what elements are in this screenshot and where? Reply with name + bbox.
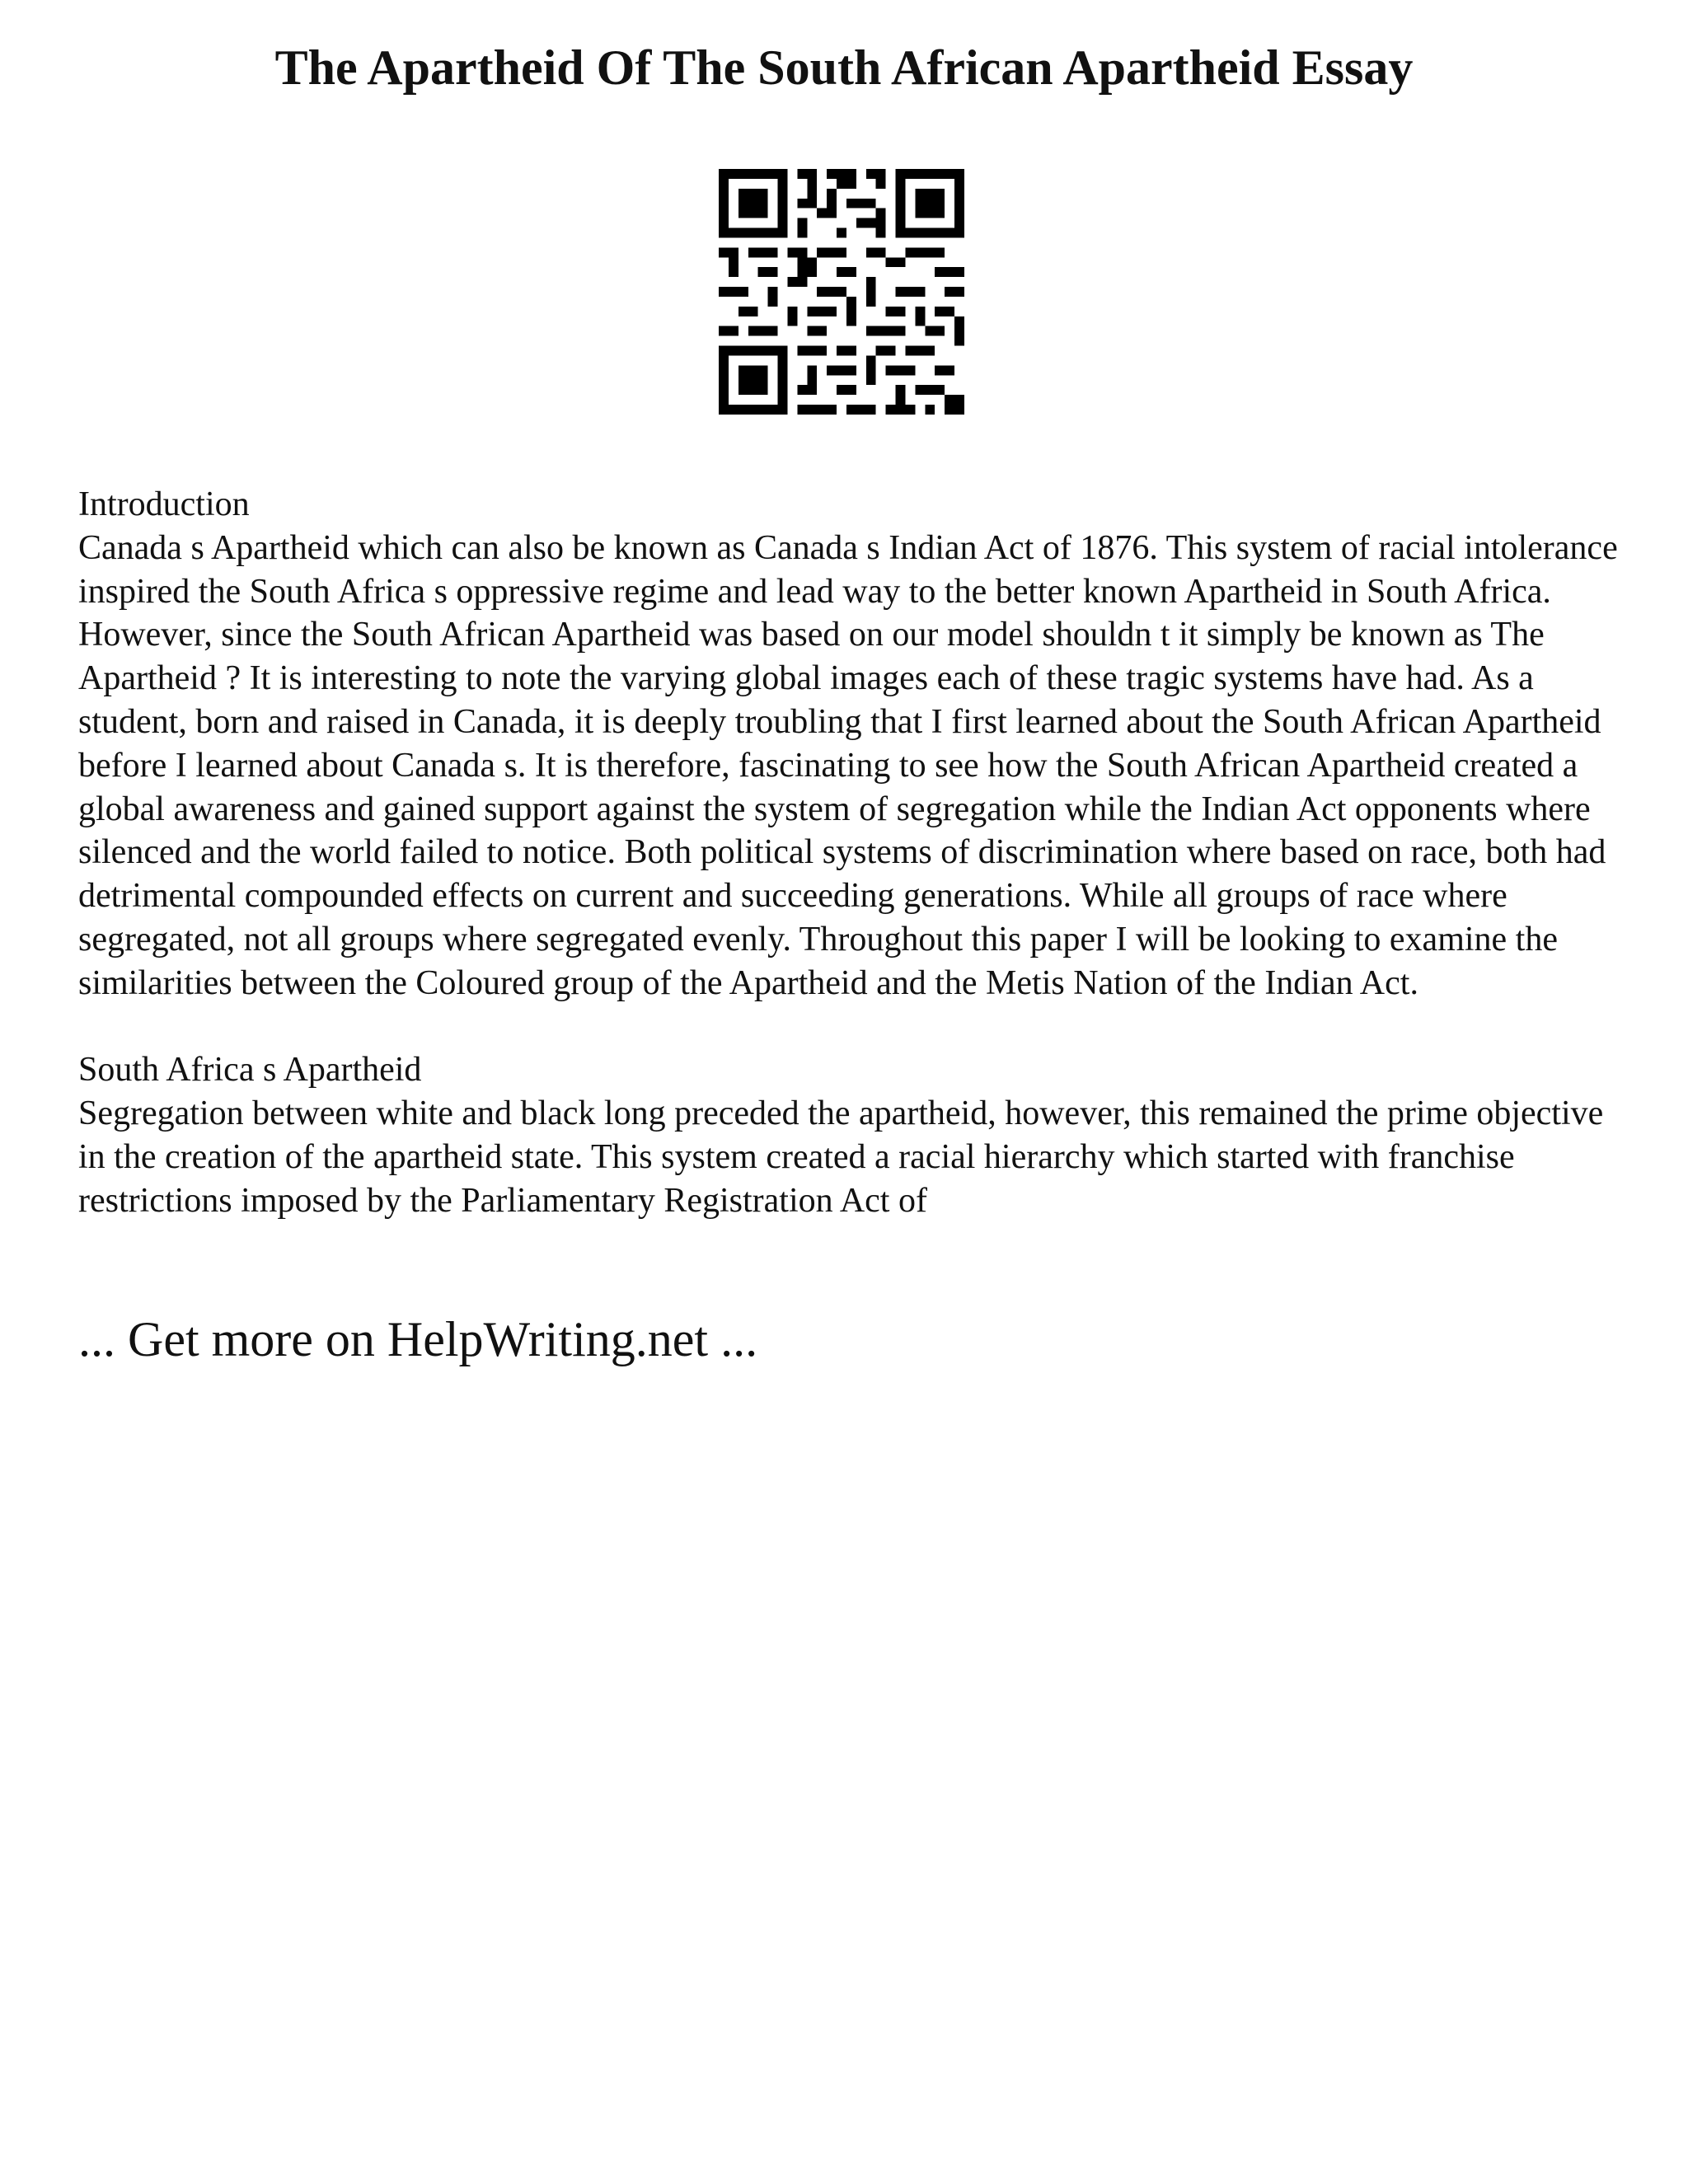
section-paragraph-introduction: Canada s Apartheid which can also be known as Canada s Indian Act of 1876. This system of racial intolerance inspired the South Africa s oppressive regime and lead way to the better known Apartheid in South Africa. However, since the South African Apartheid was based on our model shouldn t it simply be known as The Apartheid ? It is interesting to note the varying global images each of these tragic systems have had. As a student, born and raised in Canada, it is deeply troubling that I first learned about the South African Apartheid before I learned about Canada s. It is therefore, fascinating to see how the South African Apartheid created a global awareness and gained support against the system of segregation while the Indian Act opponents where silenced and the world failed to notice. Both political systems of discrimination where based on race, both had detrimental compounded effects on current and succeeding generations. While all groups of race where segregated, not all groups where segregated evenly. Throughout this paper I will be looking to examine the similarities between the Coloured group of the Apartheid and the Metis Nation of the Indian Act. — [78, 528, 1618, 1002]
section-paragraph-apartheid: Segregation between white and black long preceded the apartheid, however, this remained the prime objective in the creation of the apartheid state. This system created a racial hierarchy which started with franchise restrictions imposed by the Parliamentary Registration Act of — [78, 1094, 1604, 1220]
section-divider — [78, 1005, 1628, 1049]
document-body — [78, 483, 1628, 1223]
document-title: The Apartheid Of The South African Apartheid Essay — [274, 40, 1414, 95]
section-heading-apartheid: South Africa s Apartheid — [78, 1051, 422, 1090]
qr-code-icon — [719, 169, 964, 415]
section-heading-introduction: Introduction — [78, 485, 250, 523]
get-more-link[interactable]: ... Get more on HelpWriting.net ... — [78, 1312, 758, 1366]
